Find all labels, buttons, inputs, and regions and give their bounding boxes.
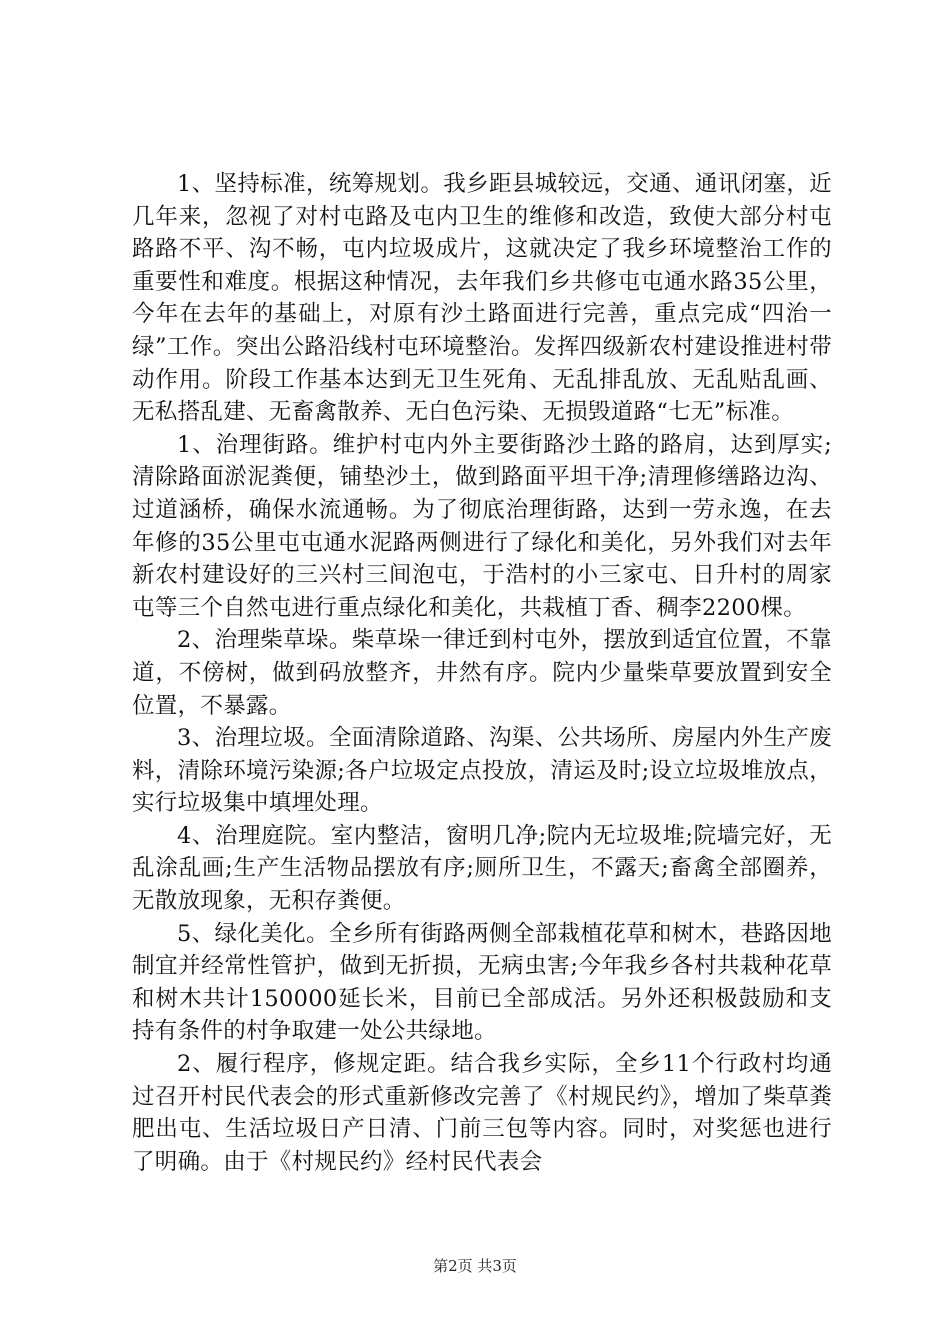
paragraph-procedures: 2、履行程序，修规定距。结合我乡实际，全乡11个行政村均通过召开村民代表会的形式重新修改完善了《村规民约》，增加了柴草粪肥出屯、生活垃圾日产日清、门前三包等内容。同时，对奖惩也进行了明确。由于《村规民约》经村民代表会 xyxy=(132,1051,832,1175)
paragraph-standards-planning: 1、坚持标准，统筹规划。我乡距县城较远，交通、通讯闭塞，近几年来，忽视了对村屯路及屯内卫生的维修和改造，致使大部分村屯路路不平、沟不畅，屯内垃圾成片，这就决定了我乡环境整治工作的重要性和难度。根据这种情况，去年我们乡共修屯屯通水路35公里，今年在去年的基础上，对原有沙土路面进行完善，重点完成“四治一绿”工作。突出公路沿线村屯环境整治。发挥四级新农村建设推进村带动作用。阶段工作基本达到无卫生死角、无乱排乱放、无乱贴乱画、无私搭乱建、无畜禽散养、无白色污染、无损毁道路“七无”标准。 xyxy=(132,171,832,426)
page-number-footer: 第2页 共3页 xyxy=(433,1257,517,1275)
document-body xyxy=(132,168,832,1208)
paragraph-garbage-governance: 3、治理垃圾。全面清除道路、沟渠、公共场所、房屋内外生产废料，清除环境污染源;各户垃圾定点投放，清运及时;设立垃圾堆放点，实行垃圾集中填埋处理。 xyxy=(132,725,832,817)
paragraph-street-governance: 1、治理街路。维护村屯内外主要街路沙土路的路肩，达到厚实;清除路面淤泥粪便，铺垫沙土，做到路面平坦干净;清理修缮路边沟、过道涵桥，确保水流通畅。为了彻底治理街路，达到一劳永逸，在去年修的35公里屯屯通水泥路两侧进行了绿化和美化，另外我们对去年新农村建设好的三兴村三间泡屯，于浩村的小三家屯、日升村的周家屯等三个自然屯进行重点绿化和美化，共栽植丁香、稠李2200棵。 xyxy=(132,431,832,621)
paragraph-courtyard-governance: 4、治理庭院。室内整洁，窗明几净;院内无垃圾堆;院墙完好，无乱涂乱画;生产生活物品摆放有序;厕所卫生，不露天;畜禽全部圈养，无散放现象，无积存粪便。 xyxy=(132,822,832,915)
paragraph-haystack-governance: 2、治理柴草垛。柴草垛一律迁到村屯外，摆放到适宜位置，不靠道，不傍树，做到码放整齐，井然有序。院内少量柴草要放置到安全位置，不暴露。 xyxy=(132,627,832,719)
paragraph-greening: 5、绿化美化。全乡所有街路两侧全部栽植花草和树木，巷路因地制宜并经常性管护，做到无折损，无病虫害;今年我乡各村共栽种花草和树木共计150000延长米，目前已全部成活。另外还积极鼓励和支持有条件的村争取建一处公共绿地。 xyxy=(132,920,832,1045)
